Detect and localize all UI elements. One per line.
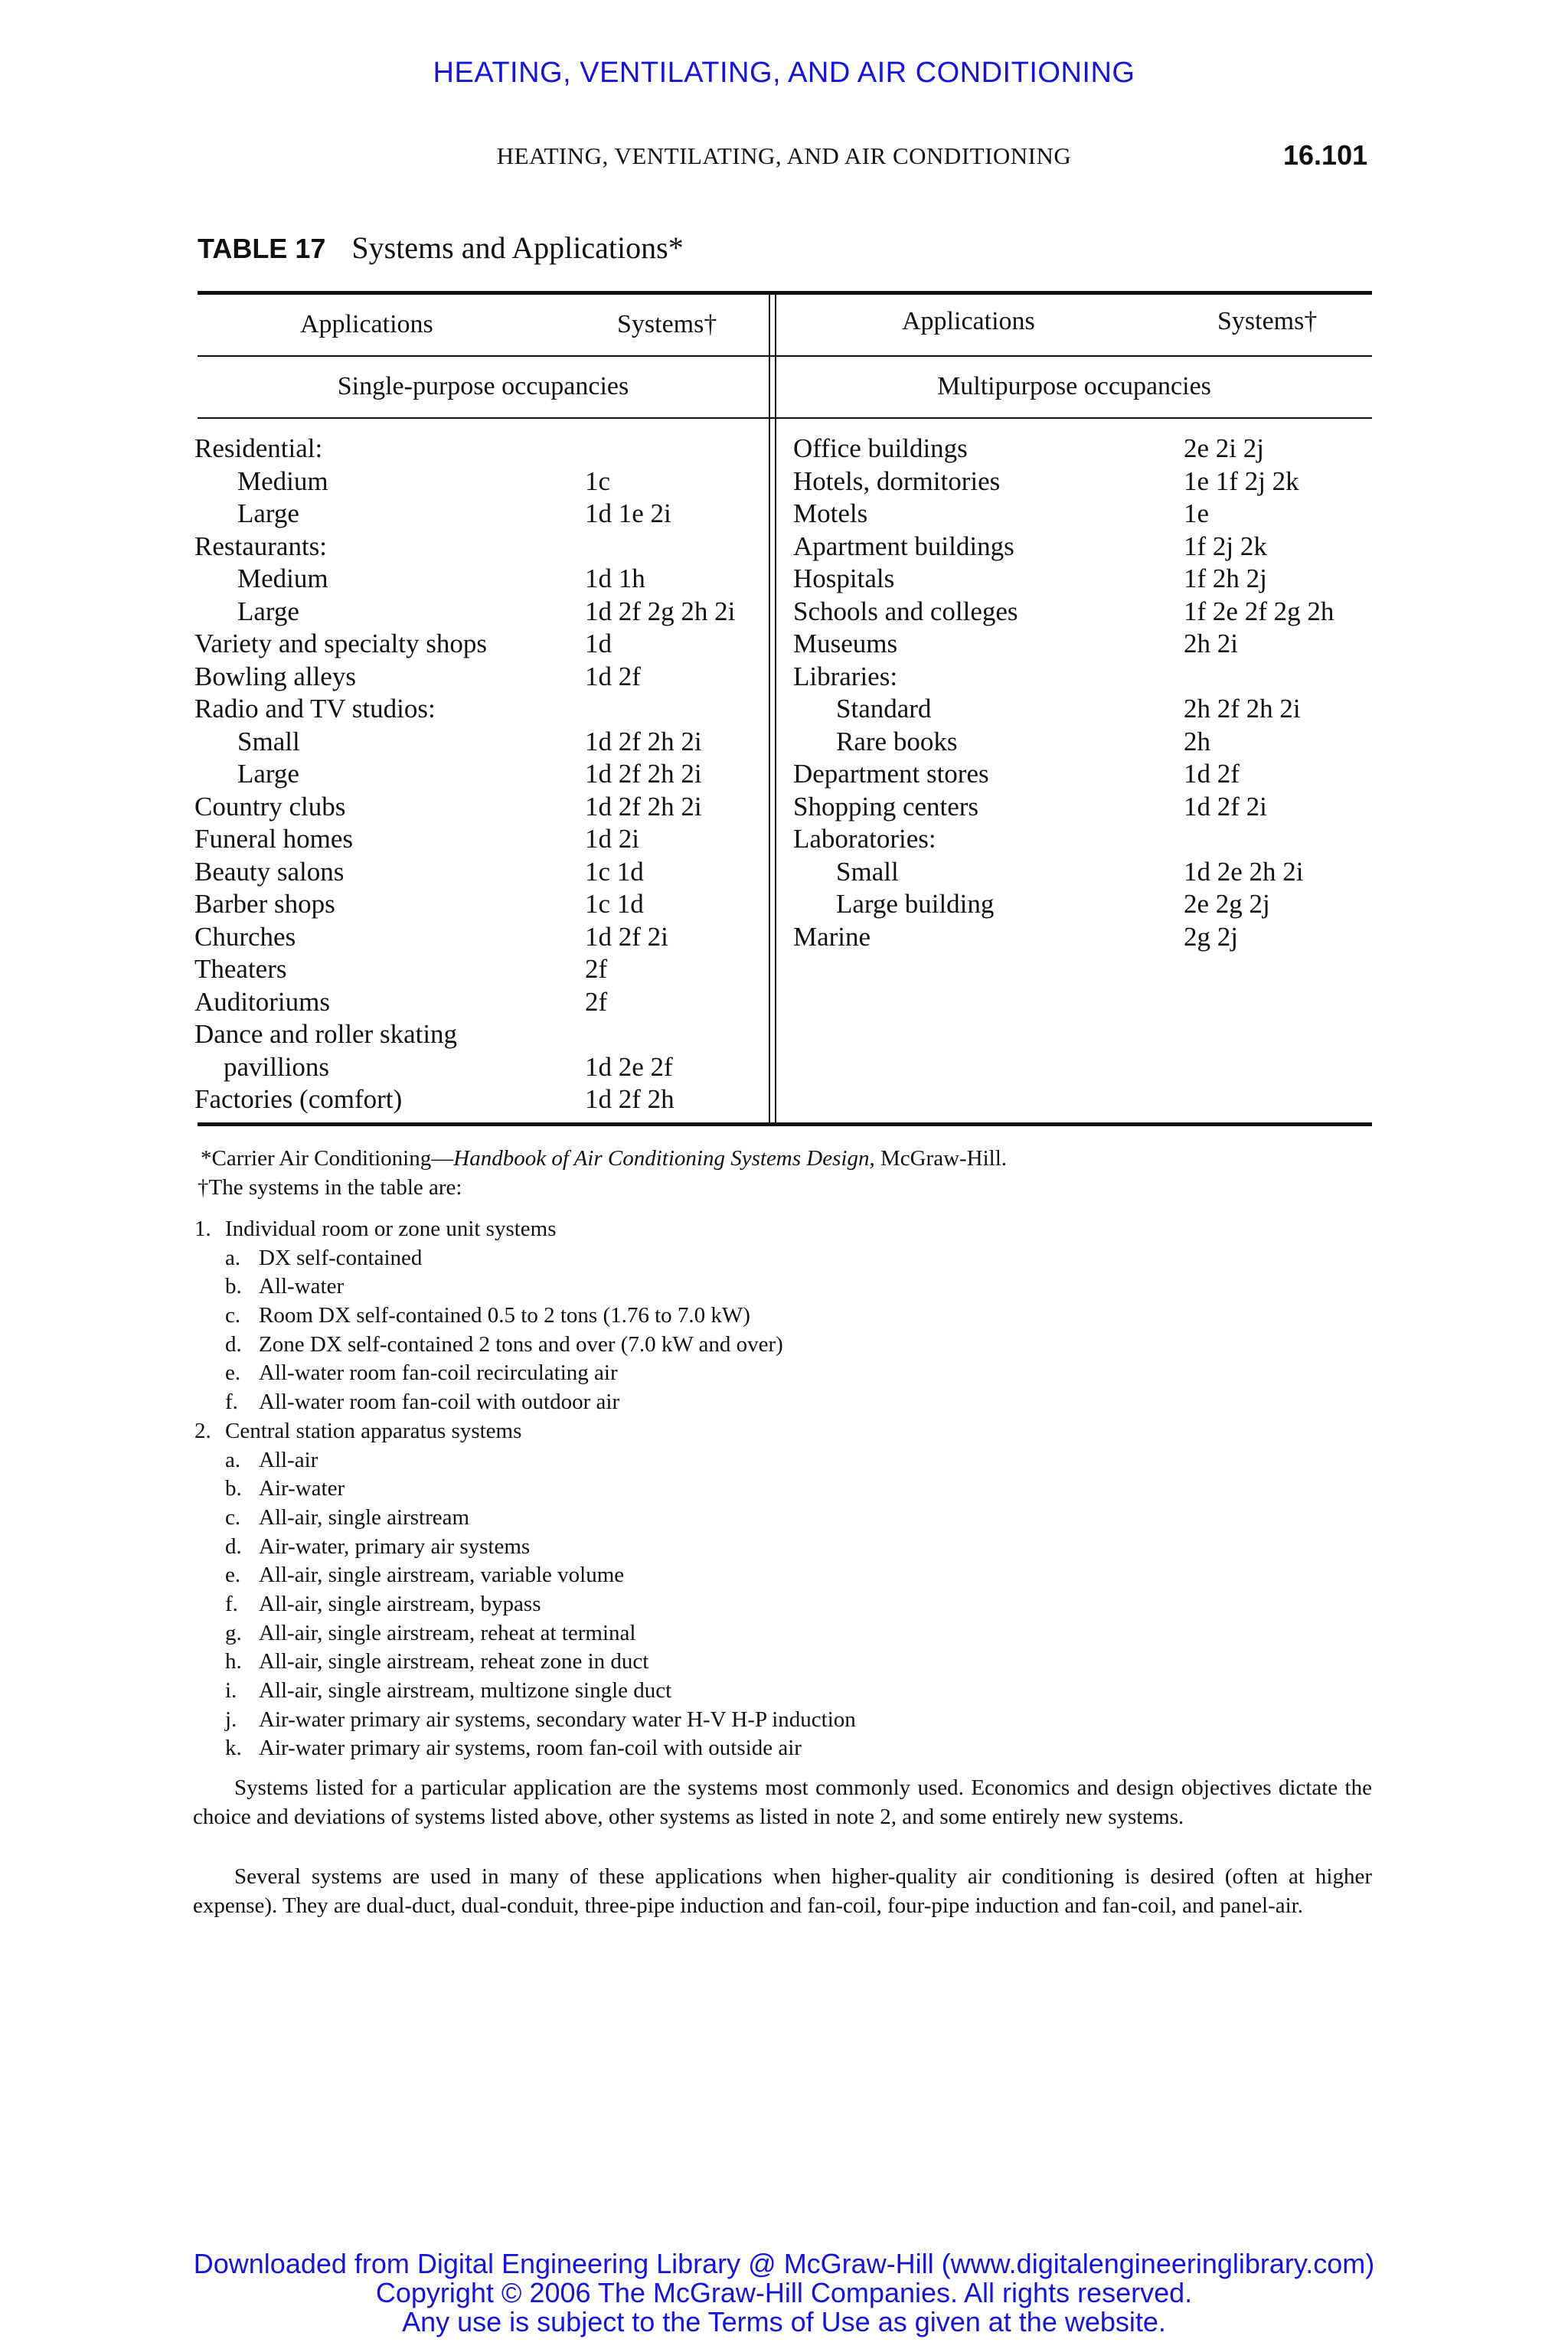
systems-cell: 1e 1f 2j 2k <box>1184 466 1299 496</box>
application-cell: Medium <box>237 466 328 496</box>
application-cell: Churches <box>194 921 296 952</box>
application-cell: Variety and specialty shops <box>194 629 487 658</box>
table-row <box>194 1019 769 1052</box>
systems-cell: 2f <box>585 986 608 1017</box>
note-paragraph-1: Systems listed for a particular application are the systems most commonly used. Economics and design objectives dictate the choice and deviations of systems listed above, other systems as listed in note 2, and some entirely new systems. <box>193 1775 1372 1829</box>
application-cell: Radio and TV studios: <box>194 694 436 724</box>
system-item-letter: e. <box>225 1361 241 1386</box>
application-cell: Barber shops <box>194 889 335 919</box>
system-item-letter: k. <box>225 1736 242 1761</box>
systems-cell: 1d 2f <box>1184 759 1240 789</box>
systems-cell: 1d 2f 2h <box>585 1084 675 1114</box>
system-item-text: DX self-contained <box>259 1245 423 1270</box>
table-row <box>793 531 1375 564</box>
table-row <box>793 694 1375 727</box>
systems-cell: 1d 2f 2g 2h 2i <box>585 596 736 626</box>
application-cell: Large <box>237 596 299 626</box>
system-item <box>194 1476 1374 1505</box>
systems-footnote: †The systems in the table are: <box>198 1175 462 1200</box>
systems-cell: 1d 2f 2h 2i <box>585 726 702 756</box>
application-cell: Large building <box>836 889 995 919</box>
application-cell: Laboratories: <box>793 824 936 854</box>
table-row <box>793 564 1375 596</box>
systems-cell: 1d 2e 2f <box>585 1051 673 1082</box>
table-row <box>194 987 769 1020</box>
table-row <box>194 792 769 825</box>
left-applications-header: Applications <box>300 310 433 338</box>
system-item-letter: i. <box>225 1678 237 1703</box>
footer-line-2: Copyright © 2006 The McGraw-Hill Companies. All rights reserved. <box>375 2277 1193 2308</box>
table-row <box>194 759 769 792</box>
application-cell: Funeral homes <box>194 824 354 854</box>
systems-cell: 1d 2f 2h 2i <box>585 791 702 822</box>
system-item-letter: g. <box>225 1620 242 1645</box>
table-bottom-rule <box>198 1122 1372 1126</box>
application-cell: Hotels, dormitories <box>793 466 1001 496</box>
source-suffix: , McGraw-Hill. <box>869 1146 1008 1171</box>
table-row <box>194 857 769 890</box>
system-item <box>194 1505 1374 1534</box>
left-systems-header: Systems† <box>617 310 717 338</box>
systems-cell: 1e <box>1184 498 1210 528</box>
download-footer <box>0 2249 1568 2337</box>
table-caption: Systems and Applications* <box>351 230 684 265</box>
table-row <box>194 662 769 694</box>
system-item-letter: b. <box>225 1274 242 1299</box>
application-cell: Schools and colleges <box>793 596 1018 626</box>
system-item <box>194 1361 1374 1390</box>
right-table-body <box>793 433 1375 954</box>
system-item <box>194 1621 1374 1650</box>
table-row <box>194 889 769 922</box>
system-item-letter: b. <box>225 1476 242 1501</box>
left-group-header: Single-purpose occupancies <box>337 372 629 400</box>
application-cell: Large <box>237 759 299 789</box>
application-cell: Libraries: <box>793 661 898 691</box>
systems-cell: 2h <box>1184 726 1210 756</box>
note-paragraph-2: Several systems are used in many of these applications when higher-quality air conditioning is desired (often at higher expense). They are dual-duct, dual-conduit, three-pipe induction and fan-coil, four-pipe induction and fan-coil, and panel-air. <box>193 1864 1372 1918</box>
application-cell: Hospitals <box>793 564 895 593</box>
system-item <box>194 1246 1374 1275</box>
system-item-text: All-air, single airstream, reheat zone in duct <box>259 1649 649 1674</box>
column-divider-left <box>769 291 770 1124</box>
systems-cell: 2g 2j <box>1184 921 1238 952</box>
systems-cell: 1f 2h 2j <box>1184 564 1267 593</box>
system-item <box>194 1563 1374 1592</box>
right-systems-header: Systems† <box>1217 307 1318 335</box>
page-number: 16.101 <box>1283 139 1368 171</box>
system-item-text: All-air, single airstream <box>259 1504 470 1530</box>
table-row <box>194 466 769 499</box>
system-item <box>194 1592 1374 1621</box>
systems-cell: 2h 2f 2h 2i <box>1184 694 1301 724</box>
system-item-letter: e. <box>225 1563 241 1588</box>
systems-cell: 1d <box>585 629 612 658</box>
systems-cell: 1c <box>585 466 611 496</box>
system-group <box>194 1419 1374 1448</box>
source-title: Handbook of Air Conditioning Systems Design <box>453 1146 870 1171</box>
system-item-letter: a. <box>225 1245 241 1270</box>
system-item-text: Room DX self-contained 0.5 to 2 tons (1.76 to 7.0 kW) <box>259 1303 750 1328</box>
table-row <box>793 662 1375 694</box>
table-title <box>198 230 684 266</box>
system-item-letter: a. <box>225 1447 241 1472</box>
systems-cell: 1d 2e 2h 2i <box>1184 856 1304 887</box>
table-row <box>194 824 769 857</box>
table-label: TABLE 17 <box>198 233 326 264</box>
application-cell: Residential: <box>194 433 323 463</box>
system-item <box>194 1448 1374 1477</box>
system-group-number: 1. <box>194 1217 211 1241</box>
document-banner: HEATING, VENTILATING, AND AIR CONDITIONING <box>433 57 1135 89</box>
application-cell: Marine <box>793 921 871 952</box>
systems-cell: 1f 2e 2f 2g 2h <box>1184 596 1334 626</box>
table-row <box>194 564 769 596</box>
table-row <box>194 1084 769 1117</box>
application-cell: Office buildings <box>793 433 968 463</box>
systems-cell: 2f <box>585 954 608 984</box>
systems-cell: 1d 2f 2h 2i <box>585 759 702 789</box>
application-cell: Factories (comfort) <box>194 1084 403 1114</box>
table-row <box>793 792 1375 825</box>
running-head-title: HEATING, VENTILATING, AND AIR CONDITIONING <box>496 142 1072 169</box>
system-item-text: All-air, single airstream, variable volume <box>259 1563 625 1588</box>
system-item-text: Zone DX self-contained 2 tons and over (7.0 kW and over) <box>259 1331 783 1357</box>
application-cell: pavillions <box>224 1051 330 1082</box>
application-cell: Medium <box>237 564 328 593</box>
system-item-letter: f. <box>225 1390 238 1415</box>
systems-cell: 1f 2j 2k <box>1184 531 1267 561</box>
system-item-letter: c. <box>225 1504 241 1530</box>
system-item-text: Air-water <box>259 1476 345 1501</box>
system-item-text: Air-water, primary air systems <box>259 1534 531 1559</box>
systems-cell: 1c 1d <box>585 856 644 887</box>
system-group-title: Individual room or zone unit systems <box>225 1217 557 1241</box>
system-item-text: All-air, single airstream, bypass <box>259 1591 541 1616</box>
system-item-text: All-water room fan-coil recirculating air <box>259 1361 618 1386</box>
table-row <box>793 922 1375 955</box>
system-item-text: Air-water primary air systems, room fan-coil with outside air <box>259 1736 802 1761</box>
application-cell: Dance and roller skating <box>194 1019 458 1049</box>
table-row <box>194 629 769 662</box>
table-row <box>793 824 1375 857</box>
application-cell: Rare books <box>836 726 958 756</box>
left-table-body <box>194 433 769 1117</box>
system-item <box>194 1678 1374 1707</box>
systems-cell: 1c 1d <box>585 889 644 919</box>
system-item-letter: d. <box>225 1331 242 1357</box>
systems-cell: 1d 1h <box>585 564 645 593</box>
system-item <box>194 1332 1374 1361</box>
system-group-number: 2. <box>194 1418 211 1443</box>
footer-line-1: Downloaded from Digital Engineering Library @ McGraw-Hill (www.digitalengineeringlibrary.com) <box>193 2248 1375 2279</box>
system-item-text: All-water <box>259 1274 345 1299</box>
system-item-text: All-water room fan-coil with outdoor air <box>259 1390 620 1415</box>
system-item-text: Air-water primary air systems, secondary water H-V H-P induction <box>259 1707 856 1732</box>
system-item-letter: d. <box>225 1534 242 1559</box>
table-row <box>194 498 769 531</box>
application-cell: Apartment buildings <box>793 531 1014 561</box>
table-row <box>793 759 1375 792</box>
system-item <box>194 1303 1374 1332</box>
table-row <box>793 727 1375 760</box>
application-cell: Theaters <box>194 954 287 984</box>
system-item-text: All-air <box>259 1447 318 1472</box>
table-row <box>793 889 1375 922</box>
system-item-letter: c. <box>225 1303 241 1328</box>
systems-cell: 2e 2g 2j <box>1184 889 1270 919</box>
source-prefix: *Carrier Air Conditioning— <box>201 1146 454 1171</box>
system-item-text: All-air, single airstream, multizone single duct <box>259 1678 672 1703</box>
table-row <box>194 727 769 760</box>
application-cell: Small <box>836 856 899 887</box>
system-group-title: Central station apparatus systems <box>225 1418 522 1443</box>
column-divider-right <box>775 291 776 1124</box>
application-cell: Shopping centers <box>793 791 979 822</box>
systems-cell: 1d 2i <box>585 824 639 854</box>
system-item <box>194 1736 1374 1765</box>
right-applications-header: Applications <box>902 307 1035 335</box>
system-item <box>194 1707 1374 1736</box>
table-row <box>793 466 1375 499</box>
application-cell: Restaurants: <box>194 531 328 561</box>
system-group <box>194 1217 1374 1246</box>
table-row <box>793 596 1375 629</box>
system-item-letter: f. <box>225 1591 238 1616</box>
footer-line-3: Any use is subject to the Terms of Use as given at the website. <box>402 2306 1166 2337</box>
application-cell: Beauty salons <box>194 856 345 887</box>
source-footnote <box>201 1146 1007 1171</box>
table-row <box>793 498 1375 531</box>
table-row <box>793 433 1375 466</box>
application-cell: Department stores <box>793 759 989 789</box>
application-cell: Large <box>237 498 299 528</box>
system-item <box>194 1649 1374 1678</box>
table-row <box>194 694 769 727</box>
systems-cell: 1d 2f 2i <box>1184 791 1267 822</box>
system-item-letter: h. <box>225 1649 242 1674</box>
table-row <box>793 857 1375 890</box>
system-item <box>194 1274 1374 1303</box>
table-top-rule <box>198 291 1372 295</box>
system-item <box>194 1390 1374 1419</box>
systems-cell: 2e 2i 2j <box>1184 433 1264 463</box>
table-row <box>194 596 769 629</box>
group-divider-rule <box>198 417 1372 419</box>
header-divider-rule <box>198 355 1372 357</box>
table-row <box>194 922 769 955</box>
application-cell: Standard <box>836 694 932 724</box>
right-group-header: Multipurpose occupancies <box>937 372 1211 400</box>
application-cell: Small <box>237 726 300 756</box>
systems-cell: 1d 1e 2i <box>585 498 671 528</box>
systems-cell: 1d 2f 2i <box>585 921 668 952</box>
table-row <box>793 629 1375 662</box>
systems-cell: 2h 2i <box>1184 629 1238 658</box>
system-item-text: All-air, single airstream, reheat at terminal <box>259 1620 636 1645</box>
application-cell: Motels <box>793 498 868 528</box>
systems-list <box>194 1217 1374 1765</box>
application-cell: Museums <box>793 629 898 658</box>
application-cell: Country clubs <box>194 791 346 822</box>
table-row <box>194 954 769 987</box>
system-item-letter: j. <box>225 1707 237 1732</box>
system-item <box>194 1534 1374 1563</box>
table-row <box>194 433 769 466</box>
application-cell: Auditoriums <box>194 986 330 1017</box>
table-row <box>194 531 769 564</box>
application-cell: Bowling alleys <box>194 661 356 691</box>
systems-cell: 1d 2f <box>585 661 641 691</box>
table-row <box>194 1052 769 1085</box>
